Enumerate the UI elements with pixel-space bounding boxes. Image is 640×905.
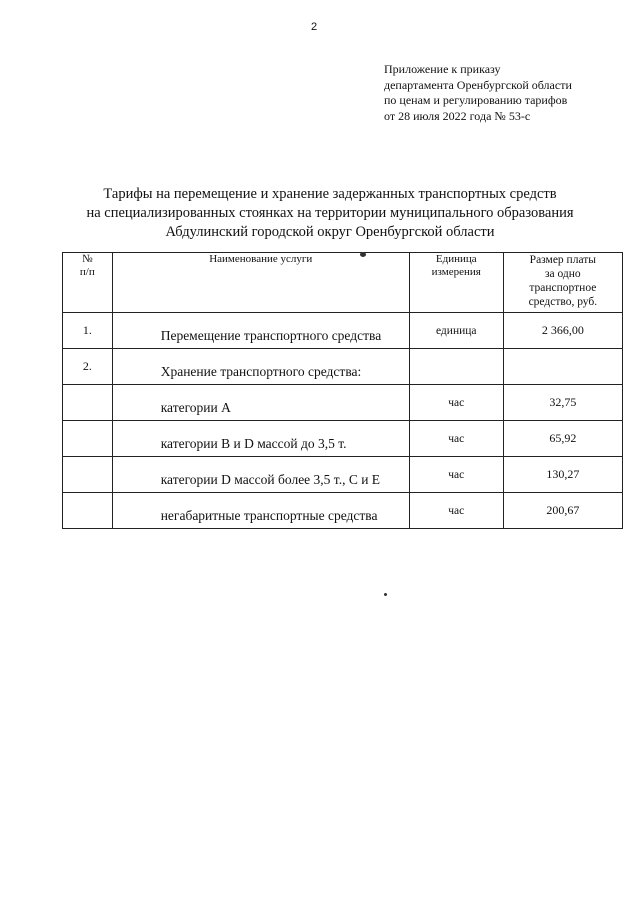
appendix-line: Приложение к приказу	[384, 62, 501, 76]
row-service-name: Хранение транспортного средства:	[112, 349, 409, 385]
header-service-name: Наименование услуги	[112, 253, 409, 313]
row-number	[63, 457, 113, 493]
table-row	[63, 493, 623, 529]
row-number	[63, 493, 113, 529]
row-unit: час	[409, 421, 503, 457]
row-service-name: категории D массой более 3,5 т., С и Е	[112, 457, 409, 493]
table-row	[63, 313, 623, 349]
row-price: 2 366,00	[503, 313, 622, 349]
row-price: 130,27	[503, 457, 622, 493]
header-price: Размер платы за одно транспортное средство, руб.	[503, 253, 622, 313]
appendix-line: от 28 июля 2022 года № 53-с	[384, 108, 531, 123]
appendix-line: по ценам и регулированию тарифов	[384, 93, 568, 107]
scan-speck	[360, 252, 366, 257]
page-number: 2	[310, 21, 318, 33]
title-line: Тарифы на перемещение и хранение задержанных транспортных средств	[103, 186, 557, 202]
document-title	[60, 185, 600, 242]
row-unit	[409, 349, 503, 385]
row-price: 32,75	[503, 385, 622, 421]
row-unit: час	[409, 385, 503, 421]
header-unit: Единица измерения	[409, 253, 503, 313]
row-price: 200,67	[503, 493, 622, 529]
row-price	[503, 349, 622, 385]
table-row	[63, 421, 623, 457]
title-line: на специализированных стоянках на территории муниципального образования	[86, 205, 574, 221]
row-number	[63, 385, 113, 421]
row-unit: час	[409, 457, 503, 493]
table-row	[63, 385, 623, 421]
table-header-row	[63, 253, 623, 313]
appendix-line: департамента Оренбургской области	[384, 77, 572, 92]
row-number: 1.	[63, 313, 113, 349]
row-number	[63, 421, 113, 457]
row-service-name: негабаритные транспортные средства	[112, 493, 409, 529]
row-price: 65,92	[503, 421, 622, 457]
table-row	[63, 457, 623, 493]
scan-speck	[384, 593, 387, 596]
row-service-name: категории В и D массой до 3,5 т.	[112, 421, 409, 457]
row-service-name: Перемещение транспортного средства	[112, 313, 409, 349]
row-number: 2.	[63, 349, 113, 385]
table-row	[63, 349, 623, 385]
title-line: Абдулинский городской округ Оренбургской области	[165, 224, 495, 240]
row-unit: час	[409, 493, 503, 529]
row-unit: единица	[409, 313, 503, 349]
appendix-note	[384, 62, 624, 124]
tariff-table	[62, 252, 623, 529]
row-service-name: категории А	[112, 385, 409, 421]
header-number: № п/п	[63, 253, 113, 313]
